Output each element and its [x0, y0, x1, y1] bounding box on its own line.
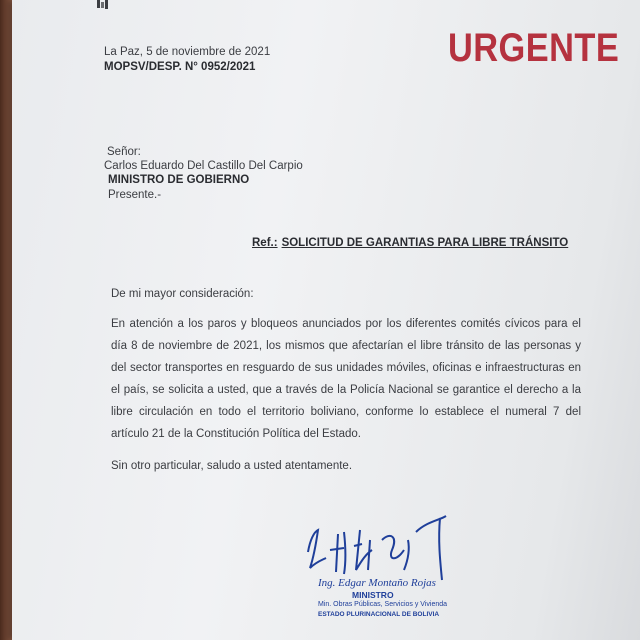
- subject-label: Ref.:: [252, 237, 278, 249]
- letterhead-logo-fragment: [96, 0, 110, 10]
- signatory-department: Min. Obras Públicas, Servicios y Vivienda: [318, 601, 448, 608]
- urgent-stamp: URGENTE: [448, 26, 620, 70]
- recipient-presence: Presente.-: [108, 189, 162, 201]
- signatory-state: ESTADO PLURINACIONAL DE BOLIVIA: [318, 611, 440, 618]
- reference-number: MOPSV/DESP. N° 0952/2021: [104, 61, 256, 73]
- recipient-position: MINISTRO DE GOBIERNO: [108, 174, 250, 186]
- desk-background: [0, 0, 12, 640]
- closing-line: Sin otro particular, saludo a usted atentamente.: [111, 460, 353, 472]
- recipient-name: Carlos Eduardo Del Castillo Del Carpio: [104, 160, 303, 172]
- recipient-salutation: Señor:: [107, 146, 141, 158]
- greeting: De mi mayor consideración:: [111, 288, 254, 300]
- place-date: La Paz, 5 de noviembre de 2021: [104, 46, 271, 58]
- body-paragraph: En atención a los paros y bloqueos anunciados por los diferentes comités cívicos para el día 8 de noviembre de 2021, los mismos que afectarían el libre tránsito de las personas y del sector transportes en resguardo de sus unidades móviles, oficinas e infraestructuras en el país, se solicita a usted, que a través de la Policía Nacional se garantice el derecho a la libre circulación en todo el territorio boliviano, conforme lo establece el numeral 7 del artículo 21 de la Constitución Política del Estado.: [111, 318, 581, 440]
- signatory-title: MINISTRO: [352, 590, 394, 600]
- signatory-name: Ing. Edgar Montaño Rojas: [318, 577, 436, 589]
- subject-text: SOLICITUD DE GARANTIAS PARA LIBRE TRÁNSITO: [281, 237, 569, 249]
- subject-line: [252, 237, 568, 249]
